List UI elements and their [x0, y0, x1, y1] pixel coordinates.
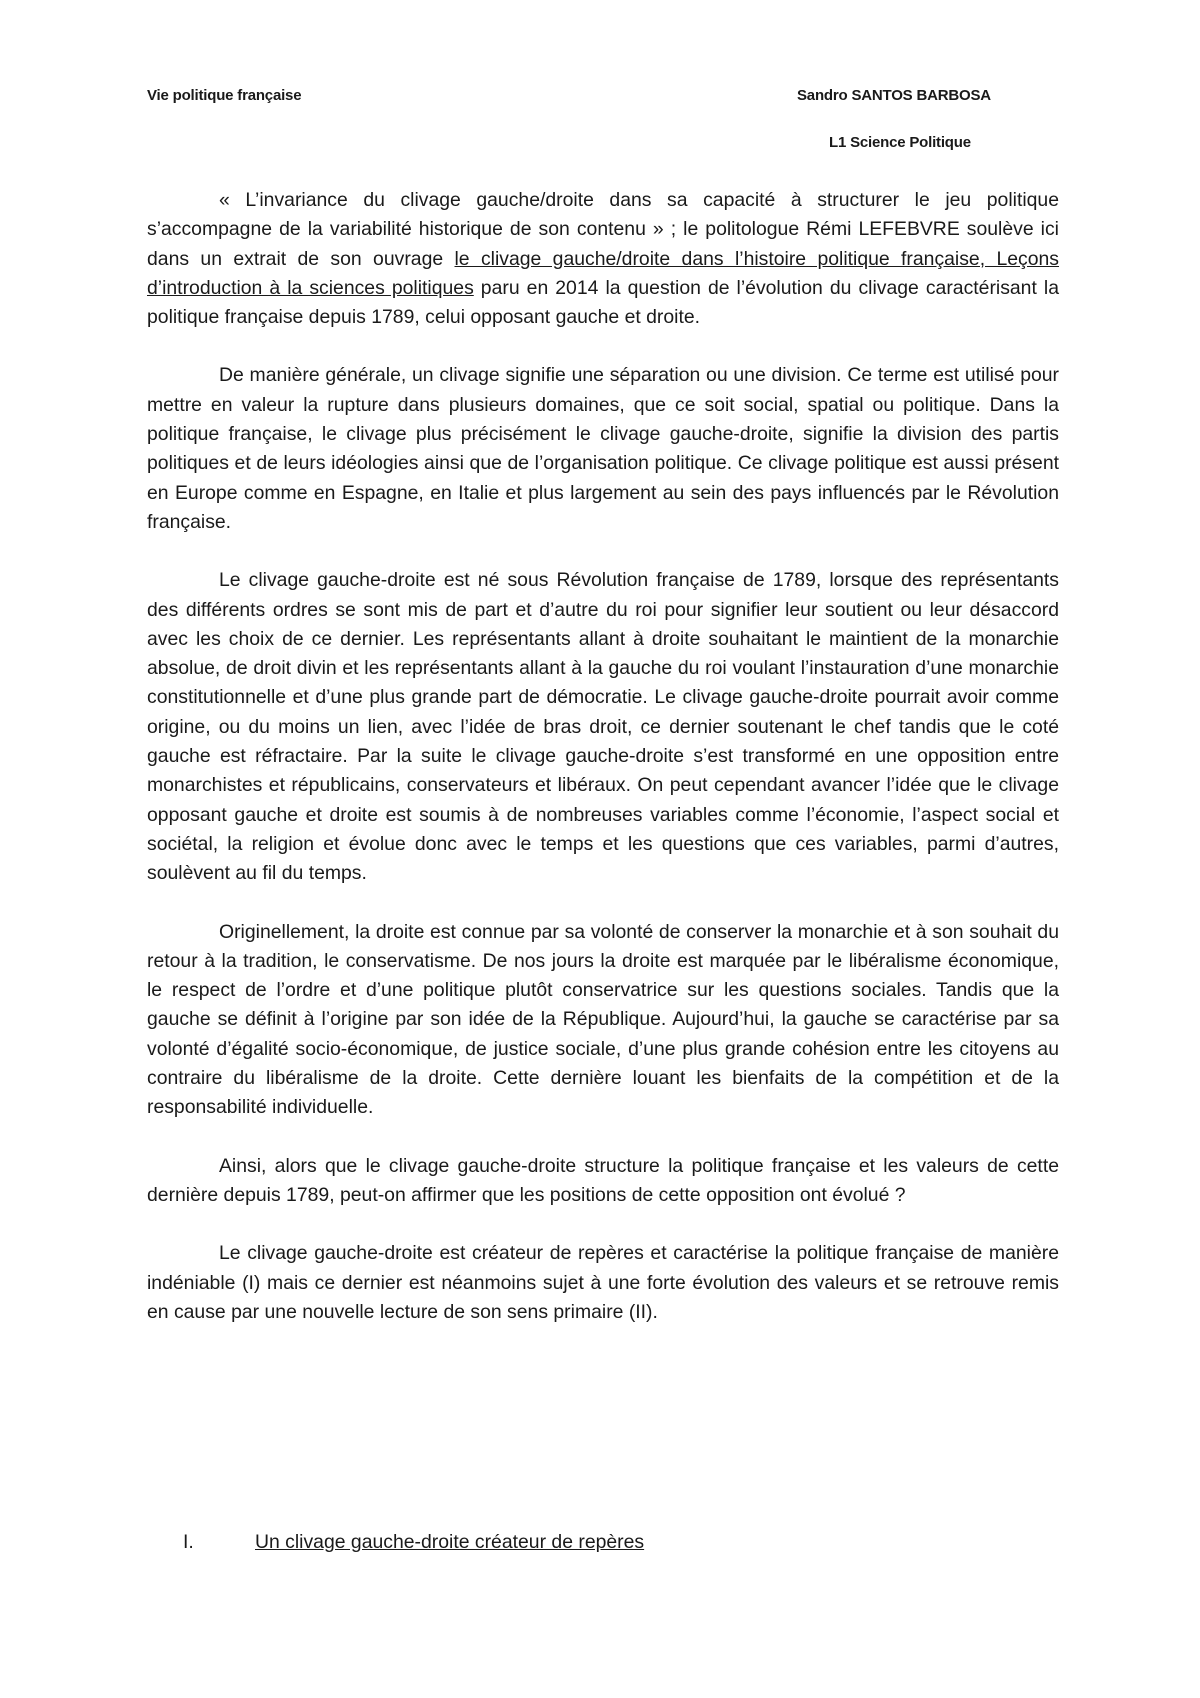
program-name: L1 Science Politique	[829, 134, 971, 151]
paragraph-gap	[147, 537, 1059, 566]
paragraph-problematic: Ainsi, alors que le clivage gauche-droite structure la politique française et les valeurs de cette dernière depuis 1789, peut-on affirmer que les positions de cette opposition ont évolué ?	[147, 1154, 1059, 1206]
intro-quote-text: « L’invariance du clivage gauche/droite dans sa capacité à structurer le jeu politique s’accompagne de la variabilité historique de son contenu » ; le politologue Rémi LEFEBVRE soulève ici dans un extrait de son ouvrage	[147, 189, 1059, 270]
paragraph-gap	[147, 1123, 1059, 1152]
paragraph-left-right: Originellement, la droite est connue par sa volonté de conserver la monarchie et à son souhait du retour à la tradition, le conservatisme. De nos jours la droite est marquée par le libéralisme économique, le respect de l’ordre et d’une politique plutôt conservatrice sur les questions sociales. Tandis que la gauche se définit à l’origine par son idée de la République. Aujourd’hui, la gauche se caractérise par sa volonté d’égalité socio-économique, de justice sociale, d’une plus grande cohésion entre les citoyens au contraire du libéralisme de la droite. Cette dernière louant les bienfaits de la compétition et de la responsabilité individuelle.	[147, 920, 1059, 1119]
paragraph-gap	[147, 889, 1059, 918]
section-number: I.	[183, 1531, 194, 1553]
paragraph-gap	[147, 1210, 1059, 1239]
author-name: Sandro SANTOS BARBOSA	[797, 87, 991, 104]
paragraph-definition: De manière générale, un clivage signifie une séparation ou une division. Ce terme est utilisé pour mettre en valeur la rupture dans plusieurs domaines, que ce soit social, spatial ou politique. Dans la politique française, le clivage plus précisément le clivage gauche-droite, signifie la division des partis politiques et de leurs idéologies ainsi que de l’organisation politique. Ce clivage politique est aussi présent en Europe comme en Espagne, en Italie et plus largement au sein des pays influencés par le Révolution française.	[147, 364, 1059, 533]
book-title: le clivage gauche/droite dans l’histoire politique française, Leçons d’introduction à la sciences politiques	[147, 247, 1059, 299]
paragraph-gap	[147, 332, 1059, 361]
intro-rest-text: paru en 2014 la question de l’évolution du clivage caractérisant la politique française depuis 1789, celui opposant gauche et droite.	[147, 276, 1059, 329]
paragraph-intro	[147, 186, 1059, 332]
section-heading	[183, 1528, 644, 1557]
section-title: Un clivage gauche-droite créateur de repères	[255, 1531, 645, 1553]
paragraph-origin: Le clivage gauche-droite est né sous Révolution française de 1789, lorsque des représentants des différents ordres se sont mis de part et d’autre du roi pour signifier leur soutient ou leur désaccord avec les choix de ce dernier. Les représentants allant à droite souhaitant le maintient de la monarchie absolue, de droit divin et les représentants allant à la gauche du roi voulant l’instauration d’une monarchie constitutionnelle et d’une plus grande part de démocratie. Le clivage gauche-droite pourrait avoir comme origine, ou du moins un lien, avec l’idée de bras droit, ce dernier soutenant le chef tandis que le coté gauche est réfractaire. Par la suite le clivage gauche-droite s’est transformé en une opposition entre monarchistes et républicains, conservateurs et libéraux. On peut cependant avancer l’idée que le clivage opposant gauche et droite est soumis à de nombreuses variables comme l’économie, l’aspect social et sociétal, la religion et évolue donc avec le temps et les questions que ces variables, parmi d’autres, soulèvent au fil du temps.	[147, 569, 1059, 885]
paragraph-plan: Le clivage gauche-droite est créateur de repères et caractérise la politique française de manière indéniable (I) mais ce dernier est néanmoins sujet à une forte évolution des valeurs et se retrouve remis en cause par une nouvelle lecture de son sens primaire (II).	[147, 1242, 1059, 1323]
course-title: Vie politique française	[147, 87, 302, 104]
document-body	[147, 186, 1059, 1327]
